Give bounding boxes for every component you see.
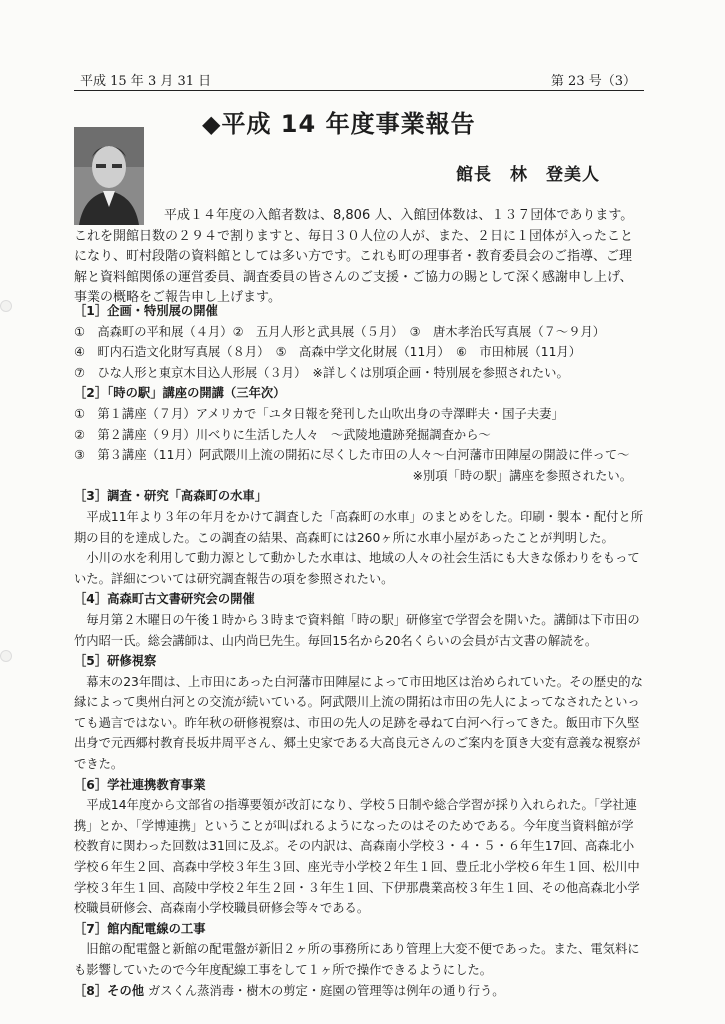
portrait-wrap-spacer bbox=[74, 206, 164, 227]
report-sections bbox=[74, 301, 644, 1001]
list-item: ④ 町内石造文化財写真展（８月） ⑤ 高森中学文化財展（11月） ⑥ 市田柿展（11月） bbox=[74, 345, 582, 360]
list-item: ① 第１講座（７月）アメリカで「ユタ日報を発刊した山吹出身の寺澤畔夫・国子夫妻」 bbox=[74, 406, 564, 421]
section-heading: ［8］その他 bbox=[74, 983, 145, 998]
section-note: ※別項「時の駅」講座を参照されたい。 bbox=[412, 468, 632, 483]
section-text: ガスくん蒸消毒・樹木の剪定・庭園の管理等は例年の通り行う。 bbox=[147, 983, 505, 998]
article-title: ◆平成 14 年度事業報告 bbox=[202, 110, 476, 138]
intro-paragraph bbox=[74, 206, 642, 309]
section-paragraph: 平成11年より３年の年月をかけて調査した「高森町の水車」のまとめをした。印刷・製本・配付と所期の目的を達成した。この調査の結果、高森町には260ヶ所に水車小屋があったことが判明した。 bbox=[74, 509, 644, 545]
section-paragraph: 幕末の23年間は、上市田にあった白河藩市田陣屋によって市田地区は治められていた。その歴史的な縁によって奥州白河との交流が続いている。阿武隈川上流の開拓は市田の先人によってなされたといっても過言ではない。昨年秋の研修視察は、市田の先人の足跡を尋ねて白河へ行ってきた。飯田市下久堅出身で元西郷村教育長坂井周平さん、郷土史家である大高良元さんのご案内を頂き大変有意義な視察ができた。 bbox=[74, 674, 643, 772]
list-item: ② 第２講座（９月）川べりに生活した人々 ～武陵地遺跡発掘調査から～ bbox=[74, 427, 491, 442]
article-author: 館長 林 登美人 bbox=[456, 165, 600, 185]
section-paragraph: 小川の水を利用して動力源として動かした水車は、地域の人々の社会生活にも大きな係わりをもっていた。詳細については研究調査報告の項を参照されたい。 bbox=[74, 551, 640, 586]
section-paragraph: 平成14年度から文部省の指導要領が改訂になり、学校５日制や総合学習が採り入れられた。「学社連携」とか、「学博連携」ということが叫ばれるようになったのはそのためである。今年度当資料館が学校教育に関わった回数は31回に及ぶ。その内訳は、高森南小学校３・４・５・６年生17回、高森北小学校６年生２回、高森中学校３年生３回、座光寺小学校２年生１回、豊丘北小学校６年生１回、松川中学校３年生１回、高陵中学校２年生２回・３年生１回、下伊那農業高校３年生１回、その他高森北小学校職員研修会、高森南小学校職員研修会等々である。 bbox=[74, 798, 640, 916]
section-paragraph: 旧館の配電盤と新館の配電盤が新旧２ヶ所の事務所にあり管理上大変不便であった。また、電気料にも影響していたので今年度配線工事をして１ヶ所で操作できるようにした。 bbox=[74, 942, 640, 977]
section-paragraph: 毎月第２木曜日の午後１時から３時まで資料館「時の駅」研修室で学習会を開いた。講師は下市田の竹内昭一氏。総会講師は、山内尚巳先生。毎回15名から20名くらいの会員が古文書の解読を。 bbox=[74, 612, 640, 648]
section-heading: ［2］「時の駅」講座の開講（三年次） bbox=[74, 386, 286, 401]
issue-date: 平成 15 年 3 月 31 日 bbox=[80, 74, 212, 89]
section-other bbox=[74, 981, 644, 1002]
section-heading: ［6］学社連携教育事業 bbox=[74, 777, 206, 792]
section-heading: ［4］高森町古文書研究会の開催 bbox=[74, 592, 255, 607]
page-header bbox=[74, 68, 644, 91]
binder-hole bbox=[0, 300, 12, 312]
section-heading: ［5］研修視察 bbox=[74, 654, 157, 669]
section-heading: ［1］企画・特別展の開催 bbox=[74, 304, 218, 318]
section-heading: ［3］調査・研究「高森町の水車」 bbox=[74, 489, 268, 504]
intro-text: 平成１４年度の入館者数は、8,806 人、入館団体数は、１３７団体であります。これを開館日数の２９４で割りますと、毎日３０人位の人が、また、２日に１団体が入ったことになり、町村段階の資料館としては多い方です。これも町の理事者・教育委員会のご指導、ご理解と資料館関係の運営委員、調査委員の皆さんのご支援・ご協力の賜として深く感謝申し上げ、事業の概略をご報告申し上げます。 bbox=[74, 208, 634, 305]
binder-hole bbox=[0, 650, 12, 662]
list-item: ⑦ ひな人形と東京木目込人形展（３月） ※詳しくは別項企画・特別展を参照されたい。 bbox=[74, 365, 569, 380]
list-item: ① 高森町の平和展（４月）② 五月人形と武具展（５月） ③ 唐木孝治氏写真展（７～９月） bbox=[74, 324, 606, 339]
issue-number: 第 23 号（3） bbox=[550, 74, 636, 89]
list-item: ③ 第３講座（11月）阿武隈川上流の開拓に尽くした市田の人々～白河藩市田陣屋の開設に伴って～ bbox=[74, 448, 630, 463]
section-heading: ［7］館内配電線の工事 bbox=[74, 921, 206, 936]
